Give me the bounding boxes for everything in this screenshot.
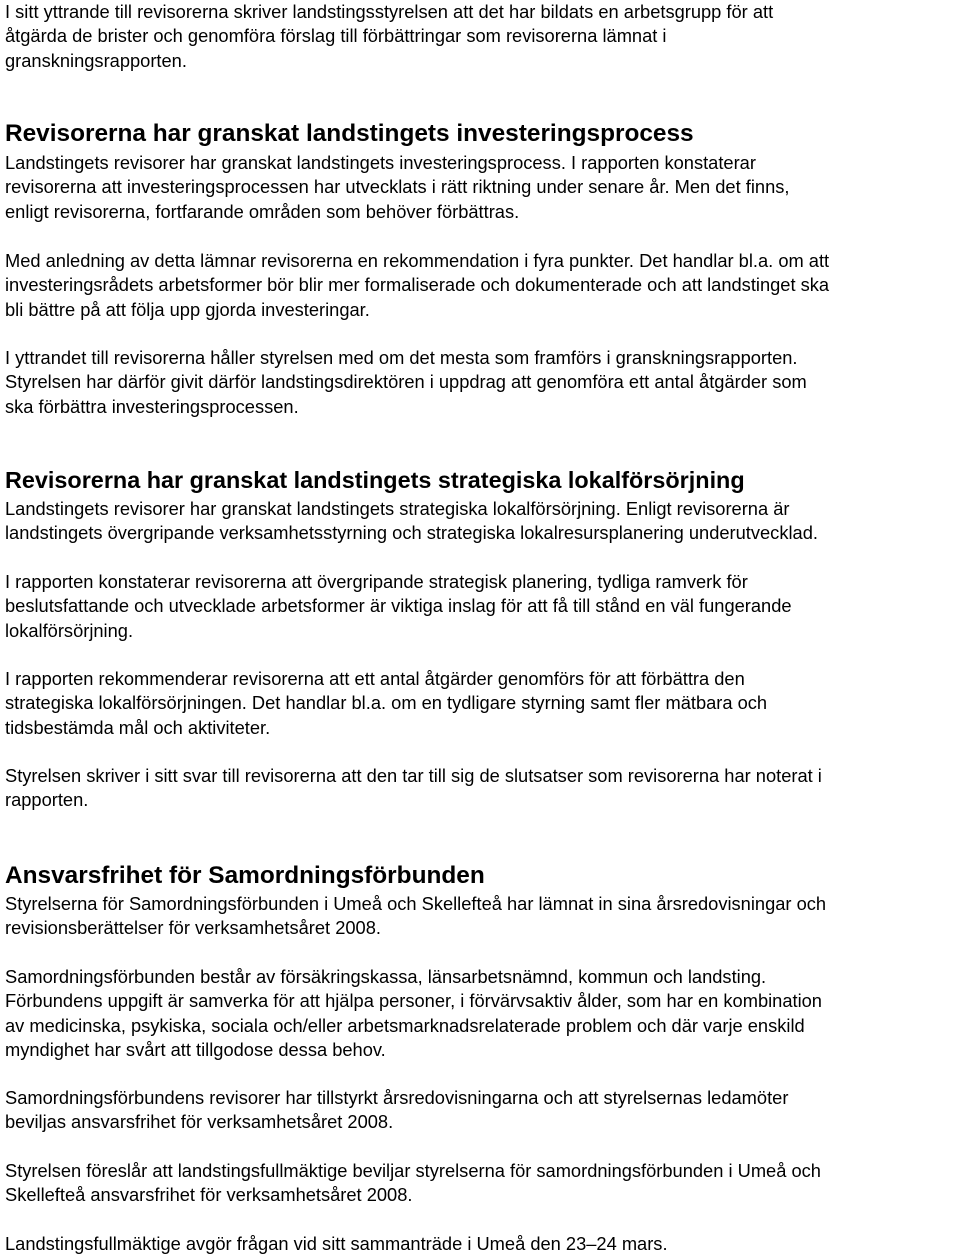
text-line: I rapporten konstaterar revisorerna att övergripande strategisk planering, tydliga ramverk för [5,571,748,592]
text-line: Styrelsen föreslår att landstingsfullmäktige beviljar styrelserna för samordningsförbunden i Umeå och [5,1160,821,1181]
text-line: I yttrandet till revisorerna håller styrelsen med om det mesta som framförs i granskningsrapporten. [5,347,798,368]
section-heading-lokalforsorjning: Revisorerna har granskat landstingets strategiska lokalförsörjning [5,467,745,493]
text-line: revisorerna att investeringsprocessen har utvecklats i rätt riktning under senare år. Men det finns, [5,176,790,198]
text-line: landstingets övergripande verksamhetsstyrning och strategiska lokalresursplanering underutvecklad. [5,522,818,544]
text-line: I rapporten rekommenderar revisorerna att ett antal åtgärder genomförs för att förbättra den [5,668,745,689]
text-line: Landstingsfullmäktige avgör frågan vid sitt sammanträde i Umeå den 23–24 mars. [5,1233,668,1254]
text-line: Landstingets revisorer har granskat landstingets investeringsprocess. I rapporten konstaterar [5,152,756,173]
text-line: ska förbättra investeringsprocessen. [5,395,299,417]
paragraph [5,151,960,224]
text-line: beslutsfattande och utvecklade arbetsformer är viktiga inslag för att få till stånd en väl fungerande [5,595,792,617]
text-line: tidsbestämda mål och aktiviteter. [5,716,271,738]
text-line: åtgärda de brister och genomföra förslag till förbättringar som revisorerna lämnat i [5,25,667,47]
intro-paragraph [5,0,960,73]
section-heading-investeringsprocess: Revisorerna har granskat landstingets investeringsprocess [5,120,694,147]
text-line: granskningsrapporten. [5,49,187,71]
text-line: investeringsrådets arbetsformer bör blir mer formaliserade och dokumenterade och att landstinget ska [5,274,830,296]
text-line: lokalförsörjning. [5,619,134,641]
paragraph [5,892,960,941]
paragraph [5,1159,960,1208]
text-line: Styrelsen har därför givit därför landstingsdirektören i uppdrag att genomföra ett antal åtgärder som [5,371,807,393]
text-line: Med anledning av detta lämnar revisorerna en rekommendation i fyra punkter. Det handlar bl.a. om att [5,250,830,271]
paragraph [5,1086,960,1135]
text-line: Styrelsen skriver i sitt svar till revisorerna att den tar till sig de slutsatser som revisorerna har noterat i [5,765,822,786]
text-line: I sitt yttrande till revisorerna skriver landstingsstyrelsen att det har bildats en arbetsgrupp för att [5,1,774,22]
paragraph [5,497,960,546]
paragraph [5,249,960,322]
text-line: rapporten. [5,789,89,811]
paragraph [5,965,960,1062]
paragraph [5,764,960,813]
text-line: bli bättre på att följa upp gjorda investeringar. [5,298,370,320]
text-line: Styrelserna för Samordningsförbunden i Umeå och Skellefteå har lämnat in sina årsredovisningar och [5,893,827,914]
text-line: Landstingets revisorer har granskat landstingets strategiska lokalförsörjning. Enligt revisorerna är [5,498,790,519]
text-line: Skellefteå ansvarsfrihet för verksamhetsåret 2008. [5,1184,413,1206]
text-line: revisionsberättelser för verksamhetsåret 2008. [5,917,381,939]
text-line: Samordningsförbundens revisorer har tillstyrkt årsredovisningarna och att styrelsernas ledamöter [5,1087,789,1108]
paragraph [5,346,960,419]
paragraph [5,570,960,643]
text-line: av medicinska, psykiska, sociala och/eller arbetsmarknadsrelaterade problem och där varje enskild [5,1014,805,1036]
text-line: beviljas ansvarsfrihet för verksamhetsåret 2008. [5,1111,394,1133]
paragraph [5,1232,960,1256]
text-line: strategiska lokalförsörjningen. Det handlar bl.a. om en tydligare styrning samt fler mätbara och [5,692,768,714]
section-heading-ansvarsfrihet: Ansvarsfrihet för Samordningsförbunden [5,862,485,889]
text-line: enligt revisorerna, fortfarande områden som behöver förbättras. [5,200,520,222]
text-line: Samordningsförbunden består av försäkringskassa, länsarbetsnämnd, kommun och landsting. [5,966,767,987]
text-line: myndighet har svårt att tillgodose dessa behov. [5,1038,386,1060]
text-line: Förbundens uppgift är samverka för att hjälpa personer, i förvärvsaktiv ålder, som har en kombination [5,990,822,1012]
paragraph [5,667,960,740]
